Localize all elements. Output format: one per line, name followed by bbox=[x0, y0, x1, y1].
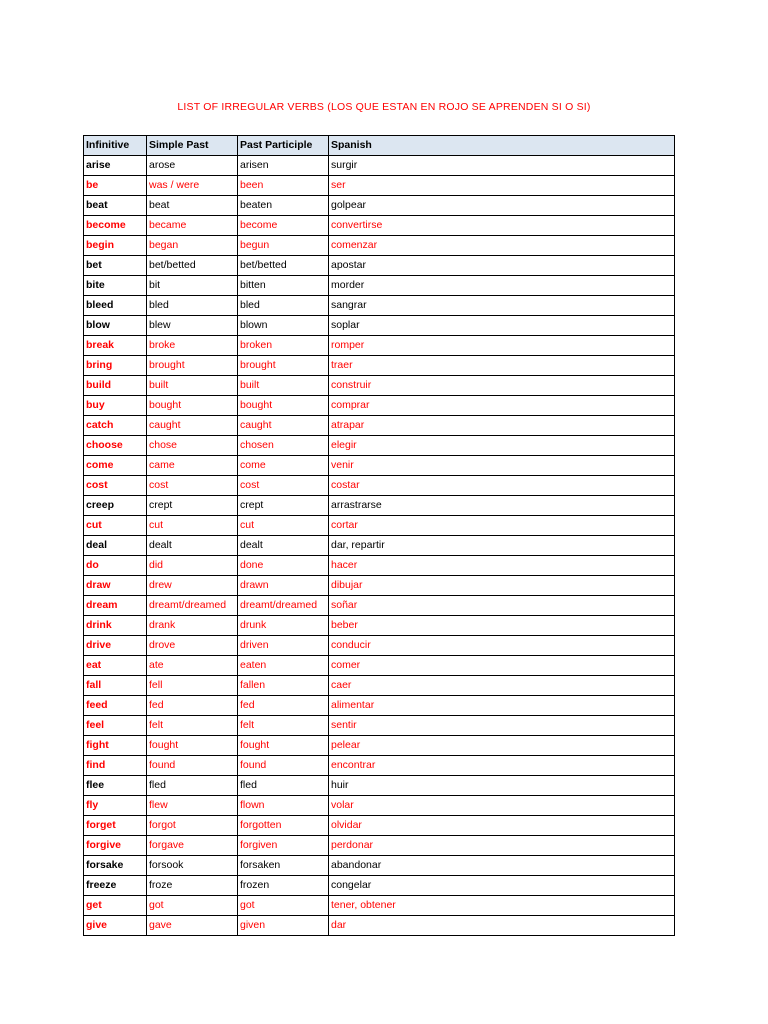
cell-spanish: dibujar bbox=[329, 576, 675, 596]
cell-infinitive: become bbox=[84, 216, 147, 236]
cell-simple-past: flew bbox=[147, 796, 238, 816]
cell-simple-past: brought bbox=[147, 356, 238, 376]
cell-past-participle: bitten bbox=[238, 276, 329, 296]
cell-spanish: dar, repartir bbox=[329, 536, 675, 556]
cell-infinitive: give bbox=[84, 916, 147, 936]
cell-infinitive: drive bbox=[84, 636, 147, 656]
cell-simple-past: broke bbox=[147, 336, 238, 356]
table-row bbox=[84, 156, 675, 176]
cell-infinitive: dream bbox=[84, 596, 147, 616]
cell-infinitive: forget bbox=[84, 816, 147, 836]
table-row bbox=[84, 476, 675, 496]
table-row bbox=[84, 836, 675, 856]
cell-spanish: construir bbox=[329, 376, 675, 396]
column-header-simple-past: Simple Past bbox=[147, 136, 238, 156]
cell-infinitive: fight bbox=[84, 736, 147, 756]
cell-simple-past: forgave bbox=[147, 836, 238, 856]
cell-past-participle: drunk bbox=[238, 616, 329, 636]
cell-infinitive: feed bbox=[84, 696, 147, 716]
cell-simple-past: cut bbox=[147, 516, 238, 536]
cell-simple-past: fought bbox=[147, 736, 238, 756]
cell-spanish: volar bbox=[329, 796, 675, 816]
cell-infinitive: forgive bbox=[84, 836, 147, 856]
cell-infinitive: get bbox=[84, 896, 147, 916]
cell-simple-past: began bbox=[147, 236, 238, 256]
cell-spanish: sentir bbox=[329, 716, 675, 736]
cell-past-participle: broken bbox=[238, 336, 329, 356]
table-row bbox=[84, 916, 675, 936]
cell-simple-past: forsook bbox=[147, 856, 238, 876]
cell-simple-past: got bbox=[147, 896, 238, 916]
cell-spanish: olvidar bbox=[329, 816, 675, 836]
table-row bbox=[84, 716, 675, 736]
cell-simple-past: did bbox=[147, 556, 238, 576]
table-row bbox=[84, 236, 675, 256]
cell-spanish: soñar bbox=[329, 596, 675, 616]
cell-past-participle: done bbox=[238, 556, 329, 576]
table-row bbox=[84, 776, 675, 796]
cell-spanish: conducir bbox=[329, 636, 675, 656]
cell-spanish: convertirse bbox=[329, 216, 675, 236]
column-header-past-participle: Past Participle bbox=[238, 136, 329, 156]
cell-simple-past: drew bbox=[147, 576, 238, 596]
table-row bbox=[84, 396, 675, 416]
cell-infinitive: break bbox=[84, 336, 147, 356]
cell-past-participle: arisen bbox=[238, 156, 329, 176]
cell-simple-past: found bbox=[147, 756, 238, 776]
cell-spanish: tener, obtener bbox=[329, 896, 675, 916]
cell-spanish: arrastrarse bbox=[329, 496, 675, 516]
cell-simple-past: beat bbox=[147, 196, 238, 216]
cell-infinitive: blow bbox=[84, 316, 147, 336]
cell-past-participle: bought bbox=[238, 396, 329, 416]
cell-spanish: perdonar bbox=[329, 836, 675, 856]
cell-past-participle: come bbox=[238, 456, 329, 476]
cell-past-participle: found bbox=[238, 756, 329, 776]
cell-past-participle: got bbox=[238, 896, 329, 916]
cell-simple-past: bit bbox=[147, 276, 238, 296]
cell-infinitive: forsake bbox=[84, 856, 147, 876]
cell-simple-past: chose bbox=[147, 436, 238, 456]
table-row bbox=[84, 336, 675, 356]
cell-simple-past: drove bbox=[147, 636, 238, 656]
table-row bbox=[84, 316, 675, 336]
cell-spanish: encontrar bbox=[329, 756, 675, 776]
table-header-row bbox=[84, 136, 675, 156]
cell-spanish: huir bbox=[329, 776, 675, 796]
cell-spanish: soplar bbox=[329, 316, 675, 336]
cell-simple-past: crept bbox=[147, 496, 238, 516]
cell-infinitive: catch bbox=[84, 416, 147, 436]
cell-past-participle: become bbox=[238, 216, 329, 236]
table-row bbox=[84, 736, 675, 756]
cell-infinitive: deal bbox=[84, 536, 147, 556]
cell-past-participle: bet/betted bbox=[238, 256, 329, 276]
cell-spanish: morder bbox=[329, 276, 675, 296]
cell-past-participle: flown bbox=[238, 796, 329, 816]
cell-spanish: elegir bbox=[329, 436, 675, 456]
cell-spanish: congelar bbox=[329, 876, 675, 896]
cell-spanish: romper bbox=[329, 336, 675, 356]
cell-spanish: caer bbox=[329, 676, 675, 696]
cell-spanish: costar bbox=[329, 476, 675, 496]
table-row bbox=[84, 196, 675, 216]
cell-infinitive: bet bbox=[84, 256, 147, 276]
cell-past-participle: caught bbox=[238, 416, 329, 436]
cell-spanish: venir bbox=[329, 456, 675, 476]
cell-simple-past: came bbox=[147, 456, 238, 476]
table-row bbox=[84, 596, 675, 616]
cell-spanish: atrapar bbox=[329, 416, 675, 436]
table-row bbox=[84, 876, 675, 896]
cell-simple-past: built bbox=[147, 376, 238, 396]
cell-simple-past: fed bbox=[147, 696, 238, 716]
table-row bbox=[84, 676, 675, 696]
cell-past-participle: forgiven bbox=[238, 836, 329, 856]
cell-past-participle: frozen bbox=[238, 876, 329, 896]
cell-spanish: alimentar bbox=[329, 696, 675, 716]
cell-infinitive: freeze bbox=[84, 876, 147, 896]
cell-simple-past: bled bbox=[147, 296, 238, 316]
table-row bbox=[84, 256, 675, 276]
cell-past-participle: cost bbox=[238, 476, 329, 496]
column-header-spanish: Spanish bbox=[329, 136, 675, 156]
cell-infinitive: arise bbox=[84, 156, 147, 176]
cell-spanish: pelear bbox=[329, 736, 675, 756]
cell-past-participle: fought bbox=[238, 736, 329, 756]
cell-simple-past: gave bbox=[147, 916, 238, 936]
cell-spanish: hacer bbox=[329, 556, 675, 576]
cell-infinitive: do bbox=[84, 556, 147, 576]
cell-infinitive: bite bbox=[84, 276, 147, 296]
cell-infinitive: bring bbox=[84, 356, 147, 376]
cell-infinitive: feel bbox=[84, 716, 147, 736]
cell-past-participle: crept bbox=[238, 496, 329, 516]
cell-simple-past: froze bbox=[147, 876, 238, 896]
cell-simple-past: forgot bbox=[147, 816, 238, 836]
cell-infinitive: flee bbox=[84, 776, 147, 796]
cell-infinitive: fall bbox=[84, 676, 147, 696]
cell-simple-past: dreamt/dreamed bbox=[147, 596, 238, 616]
table-row bbox=[84, 636, 675, 656]
cell-past-participle: felt bbox=[238, 716, 329, 736]
cell-simple-past: cost bbox=[147, 476, 238, 496]
cell-spanish: ser bbox=[329, 176, 675, 196]
cell-simple-past: drank bbox=[147, 616, 238, 636]
cell-infinitive: choose bbox=[84, 436, 147, 456]
table-row bbox=[84, 276, 675, 296]
table-row bbox=[84, 356, 675, 376]
cell-past-participle: forsaken bbox=[238, 856, 329, 876]
cell-past-participle: bled bbox=[238, 296, 329, 316]
cell-past-participle: dealt bbox=[238, 536, 329, 556]
irregular-verbs-table bbox=[83, 135, 675, 936]
cell-simple-past: bet/betted bbox=[147, 256, 238, 276]
table-row bbox=[84, 756, 675, 776]
cell-infinitive: buy bbox=[84, 396, 147, 416]
cell-spanish: comenzar bbox=[329, 236, 675, 256]
cell-spanish: golpear bbox=[329, 196, 675, 216]
table-row bbox=[84, 616, 675, 636]
cell-past-participle: been bbox=[238, 176, 329, 196]
cell-past-participle: chosen bbox=[238, 436, 329, 456]
table-row bbox=[84, 376, 675, 396]
cell-past-participle: given bbox=[238, 916, 329, 936]
cell-simple-past: dealt bbox=[147, 536, 238, 556]
cell-simple-past: felt bbox=[147, 716, 238, 736]
table-row bbox=[84, 556, 675, 576]
cell-past-participle: drawn bbox=[238, 576, 329, 596]
cell-spanish: apostar bbox=[329, 256, 675, 276]
table-row bbox=[84, 536, 675, 556]
cell-spanish: beber bbox=[329, 616, 675, 636]
table-row bbox=[84, 516, 675, 536]
table-row bbox=[84, 496, 675, 516]
cell-simple-past: bought bbox=[147, 396, 238, 416]
cell-simple-past: fled bbox=[147, 776, 238, 796]
table-body bbox=[84, 156, 675, 936]
cell-past-participle: dreamt/dreamed bbox=[238, 596, 329, 616]
cell-infinitive: draw bbox=[84, 576, 147, 596]
table-row bbox=[84, 656, 675, 676]
table-row bbox=[84, 436, 675, 456]
cell-past-participle: cut bbox=[238, 516, 329, 536]
cell-infinitive: fly bbox=[84, 796, 147, 816]
column-header-infinitive: Infinitive bbox=[84, 136, 147, 156]
cell-simple-past: arose bbox=[147, 156, 238, 176]
cell-past-participle: fed bbox=[238, 696, 329, 716]
cell-simple-past: caught bbox=[147, 416, 238, 436]
cell-infinitive: find bbox=[84, 756, 147, 776]
cell-past-participle: blown bbox=[238, 316, 329, 336]
cell-spanish: surgir bbox=[329, 156, 675, 176]
table-row bbox=[84, 576, 675, 596]
cell-infinitive: creep bbox=[84, 496, 147, 516]
table-row bbox=[84, 176, 675, 196]
cell-infinitive: beat bbox=[84, 196, 147, 216]
cell-spanish: comprar bbox=[329, 396, 675, 416]
table-row bbox=[84, 696, 675, 716]
cell-past-participle: driven bbox=[238, 636, 329, 656]
cell-spanish: comer bbox=[329, 656, 675, 676]
cell-past-participle: fallen bbox=[238, 676, 329, 696]
table-row bbox=[84, 416, 675, 436]
page-title: LIST OF IRREGULAR VERBS (LOS QUE ESTAN EN ROJO SE APRENDEN SI O SI) bbox=[177, 101, 591, 113]
cell-infinitive: drink bbox=[84, 616, 147, 636]
table-row bbox=[84, 856, 675, 876]
cell-past-participle: fled bbox=[238, 776, 329, 796]
table-row bbox=[84, 796, 675, 816]
cell-past-participle: built bbox=[238, 376, 329, 396]
cell-infinitive: begin bbox=[84, 236, 147, 256]
table-row bbox=[84, 816, 675, 836]
cell-past-participle: begun bbox=[238, 236, 329, 256]
cell-infinitive: build bbox=[84, 376, 147, 396]
cell-infinitive: cost bbox=[84, 476, 147, 496]
cell-spanish: sangrar bbox=[329, 296, 675, 316]
cell-infinitive: be bbox=[84, 176, 147, 196]
cell-infinitive: cut bbox=[84, 516, 147, 536]
cell-simple-past: was / were bbox=[147, 176, 238, 196]
table-row bbox=[84, 216, 675, 236]
cell-simple-past: blew bbox=[147, 316, 238, 336]
cell-spanish: abandonar bbox=[329, 856, 675, 876]
cell-past-participle: beaten bbox=[238, 196, 329, 216]
cell-simple-past: ate bbox=[147, 656, 238, 676]
cell-simple-past: became bbox=[147, 216, 238, 236]
cell-infinitive: bleed bbox=[84, 296, 147, 316]
cell-spanish: dar bbox=[329, 916, 675, 936]
table-row bbox=[84, 296, 675, 316]
cell-infinitive: eat bbox=[84, 656, 147, 676]
cell-past-participle: brought bbox=[238, 356, 329, 376]
cell-spanish: cortar bbox=[329, 516, 675, 536]
cell-spanish: traer bbox=[329, 356, 675, 376]
cell-past-participle: forgotten bbox=[238, 816, 329, 836]
table-row bbox=[84, 456, 675, 476]
cell-simple-past: fell bbox=[147, 676, 238, 696]
table-row bbox=[84, 896, 675, 916]
cell-infinitive: come bbox=[84, 456, 147, 476]
cell-past-participle: eaten bbox=[238, 656, 329, 676]
